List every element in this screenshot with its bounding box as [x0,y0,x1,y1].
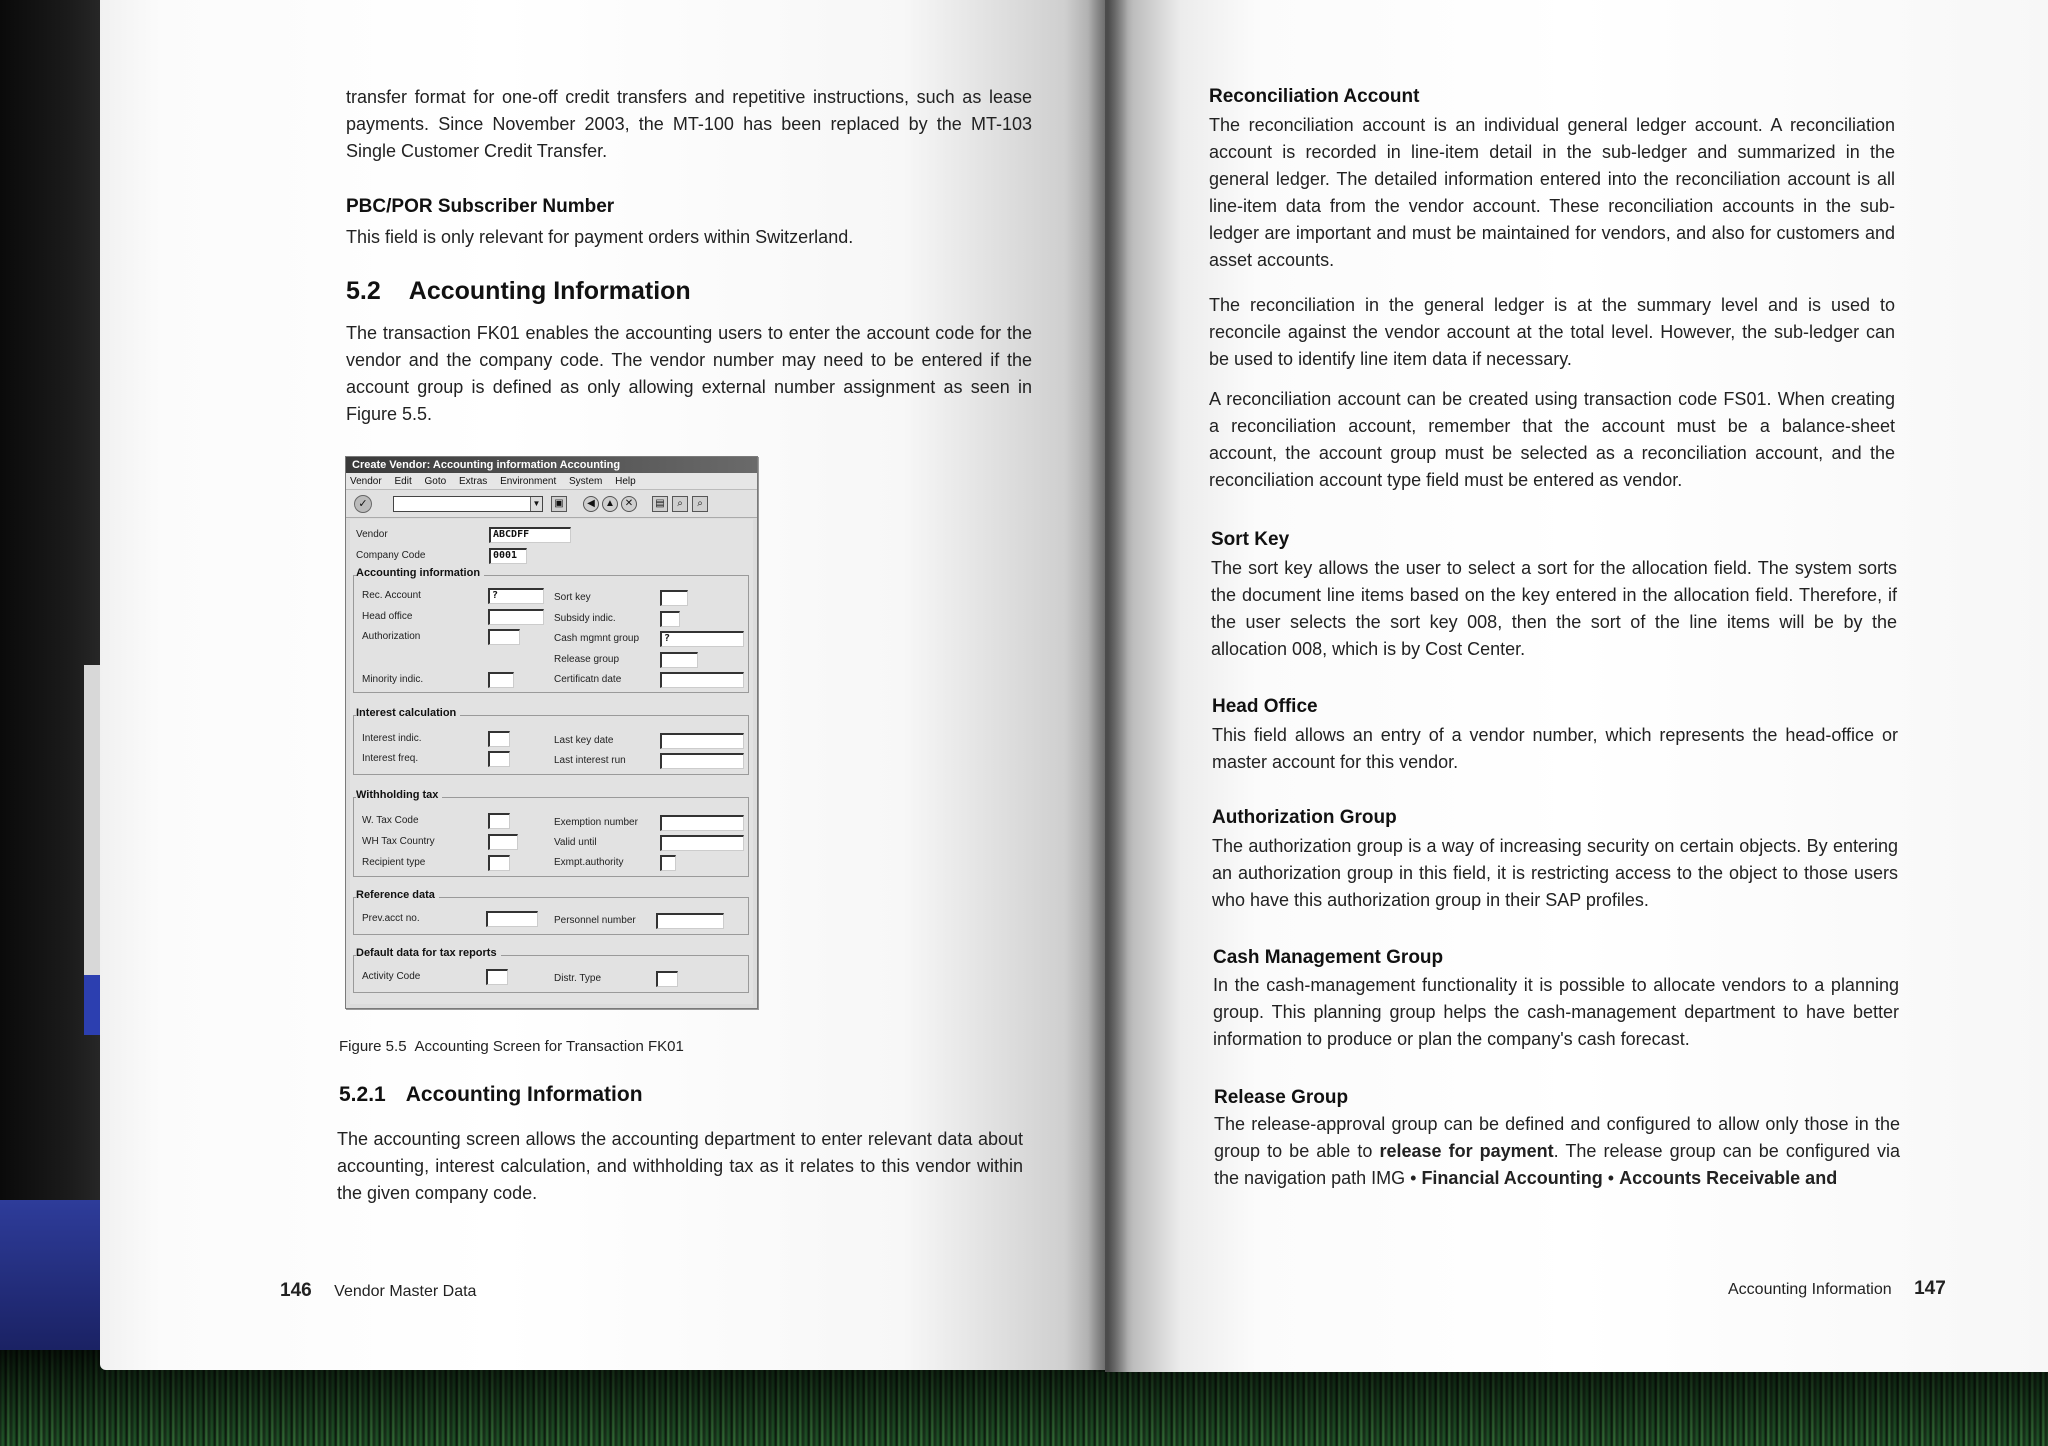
wh-country-label: WH Tax Country [362,836,435,847]
menu-edit[interactable]: Edit [394,476,412,487]
menu-extras[interactable]: Extras [458,476,488,487]
dropdown-arrow-icon[interactable]: ▼ [530,497,542,511]
subsection-title: Accounting Information [405,1083,643,1106]
pbc-text: This field is only relevant for payment orders within Switzerland. [346,227,854,247]
distr-type-field[interactable] [656,971,678,987]
cash-mgmt-text: In the cash-management functionality it is possible to allocate vendors to a planning group. This planning group helps the cash-management department to have better information to produce or plan the company's cash forecast. [1213,975,1899,1049]
intro-paragraph: transfer format for one-off credit transfers and repetitive instructions, such as lease payments. Since November 2003, the MT-100 has been replaced by the MT-103 Single Customer Credit Transfer. [346,87,1032,161]
head-office-heading: Head Office [1212,696,1318,717]
minority-label: Minority indic. [362,674,424,685]
figure-caption-text: Accounting Screen for Transaction FK01 [414,1038,684,1055]
book-gutter [1088,0,1128,1372]
exemption-field[interactable] [660,815,744,831]
last-interest-run-field[interactable] [660,753,744,769]
menu-vendor[interactable]: Vendor [350,476,382,487]
personnel-label: Personnel number [554,915,636,926]
recon-paragraph-3: A reconciliation account can be created using transaction code FS01. When creating a reconciliation account, remember that the account must be a balance-sheet account, the account group must be selected as a reconciliation account, and the reconciliation account type field must be entered as vendor. [1209,389,1895,490]
personnel-field[interactable] [656,913,724,929]
menu-goto[interactable]: Goto [424,476,447,487]
sap-toolbar [346,490,757,518]
release-group-heading: Release Group [1214,1087,1349,1108]
accounting-info-title: Accounting information [356,567,484,579]
auth-group-heading: Authorization Group [1212,807,1397,828]
command-field[interactable] [393,496,543,512]
section-number: 5.2 [346,277,381,305]
edge-stripe [0,1200,110,1360]
right-page-number: 147 [1914,1278,1946,1299]
sap-menu-bar [346,473,757,490]
sort-key-field[interactable] [660,590,688,606]
back-icon[interactable]: ◀ [583,496,599,512]
rec-account-field[interactable]: ? [488,588,544,604]
pbc-heading: PBC/POR Subscriber Number [346,196,615,217]
vendor-field[interactable]: ABCDFF [489,527,571,543]
release-group-field[interactable] [660,652,698,668]
interest-freq-label: Interest freq. [362,753,419,764]
distr-type-label: Distr. Type [554,973,602,984]
release-group-text: The release-approval group can be defined and configured to allow only those in the group to be able to release for payment. The release group can be configured via the navigation path IMG • Financial Accounting • Accounts Receivable and [1214,1114,1901,1188]
tax-reports-title: Default data for tax reports [356,947,501,959]
cash-mgmt-label: Cash mgmnt group [554,633,640,644]
sort-key-heading: Sort Key [1211,529,1290,550]
left-running-head: Vendor Master Data [334,1283,477,1300]
left-page-number: 146 [280,1280,312,1301]
enter-icon[interactable]: ✓ [354,495,372,513]
withholding-title: Withholding tax [356,789,442,801]
last-key-date-field[interactable] [660,733,744,749]
sort-key-label: Sort key [554,592,591,603]
exemption-label: Exemption number [554,817,638,828]
prev-acct-label: Prev.acct no. [362,913,420,924]
right-running-head: Accounting Information [1728,1281,1892,1298]
subsection-heading [339,1083,643,1107]
menu-environment[interactable]: Environment [500,476,557,487]
authorization-field[interactable] [488,629,520,645]
section-text: The transaction FK01 enables the accounting users to enter the account code for the vendor and the company code. The vendor number may need to be entered if the account group is defined as only allowing external number assignment as seen in Figure 5.5. [346,323,1032,424]
reference-title: Reference data [356,889,439,901]
last-interest-run-label: Last interest run [554,755,626,766]
rec-account-label: Rec. Account [362,590,421,601]
recon-heading: Reconciliation Account [1209,86,1420,107]
section-title: Accounting Information [408,277,691,305]
vendor-label: Vendor [356,529,388,540]
section-heading [346,277,691,306]
cancel-icon[interactable]: ✕ [621,496,637,512]
interest-title: Interest calculation [356,707,460,719]
minority-field[interactable] [488,672,514,688]
subsection-number: 5.2.1 [339,1083,386,1106]
recipient-type-label: Recipient type [362,857,426,868]
interest-indic-field[interactable] [488,731,510,747]
right-footer [1728,1278,1946,1300]
authorization-label: Authorization [362,631,421,642]
exit-icon[interactable]: ▲ [602,496,618,512]
find-icon[interactable]: ⌕ [672,496,688,512]
print-icon[interactable]: ▤ [652,496,668,512]
activity-code-field[interactable] [486,969,508,985]
left-dark-edge [0,0,110,1446]
exempt-authority-field[interactable] [660,855,676,871]
recon-paragraph-2: The reconciliation in the general ledger is at the summary level and is used to reconcile against the vendor account at the total level. However, the sub-ledger can be used to identify line item data if necessary. [1209,295,1895,369]
menu-system[interactable]: System [569,476,603,487]
cash-mgmt-heading: Cash Management Group [1213,947,1444,968]
recipient-type-field[interactable] [488,855,510,871]
recon-paragraph-1: The reconciliation account is an individual general ledger account. A reconciliation account is recorded in line-item detail in the sub-ledger and summarized in the general ledger. The detailed information entered into the reconciliation account is all line-item data from the vendor account. These reconciliation accounts in the sub-ledger are important and must be maintained for vendors, and also for customers and asset accounts. [1209,115,1895,270]
certificatn-field[interactable] [660,672,744,688]
cash-mgmt-field[interactable]: ? [660,631,744,647]
subsection-text: The accounting screen allows the accounting department to enter relevant data about accounting, interest calculation, and withholding tax as it relates to this vendor within the given company code. [337,1129,1023,1203]
head-office-label: Head office [362,611,413,622]
company-code-field[interactable]: 0001 [489,548,527,564]
prev-acct-field[interactable] [486,911,538,927]
head-office-field[interactable] [488,609,544,625]
interest-indic-label: Interest indic. [362,733,422,744]
save-icon[interactable]: ▣ [551,496,567,512]
certificatn-label: Certificatn date [554,674,622,685]
interest-freq-field[interactable] [488,751,510,767]
head-office-text: This field allows an entry of a vendor number, which represents the head-office or master account for this vendor. [1212,725,1898,772]
auth-group-text: The authorization group is a way of increasing security on certain objects. By entering an authorization group in this field, it is restricting access to the object to those users who have this authorization group in their SAP profiles. [1212,836,1898,910]
sap-form-body [350,519,753,1004]
sap-title-bar: Create Vendor: Accounting information Accounting [346,457,757,473]
exempt-authority-label: Exmpt.authority [554,857,624,868]
wh-country-field[interactable] [488,834,518,850]
figure-label: Figure 5.5 [339,1038,407,1055]
subsidy-field[interactable] [660,611,680,627]
sort-key-text: The sort key allows the user to select a sort for the allocation field. The system sorts the document line items based on the key entered in the allocation field. Therefore, if the user selects the sort key 008, then the sort of the line items will be by the allocation 008, which is by Cost Center. [1211,558,1897,659]
valid-until-label: Valid until [554,837,597,848]
find-next-icon[interactable]: ⌕ [692,496,708,512]
release-group-label: Release group [554,654,620,665]
last-key-date-label: Last key date [554,735,614,746]
wtax-code-label: W. Tax Code [362,815,419,826]
subsidy-label: Subsidy indic. [554,613,616,624]
left-footer [280,1280,476,1302]
valid-until-field[interactable] [660,835,744,851]
wtax-code-field[interactable] [488,813,510,829]
sap-window-figure [345,456,758,1009]
menu-help[interactable]: Help [615,476,636,487]
activity-code-label: Activity Code [362,971,421,982]
company-code-label: Company Code [356,550,426,561]
figure-caption [339,1038,684,1055]
